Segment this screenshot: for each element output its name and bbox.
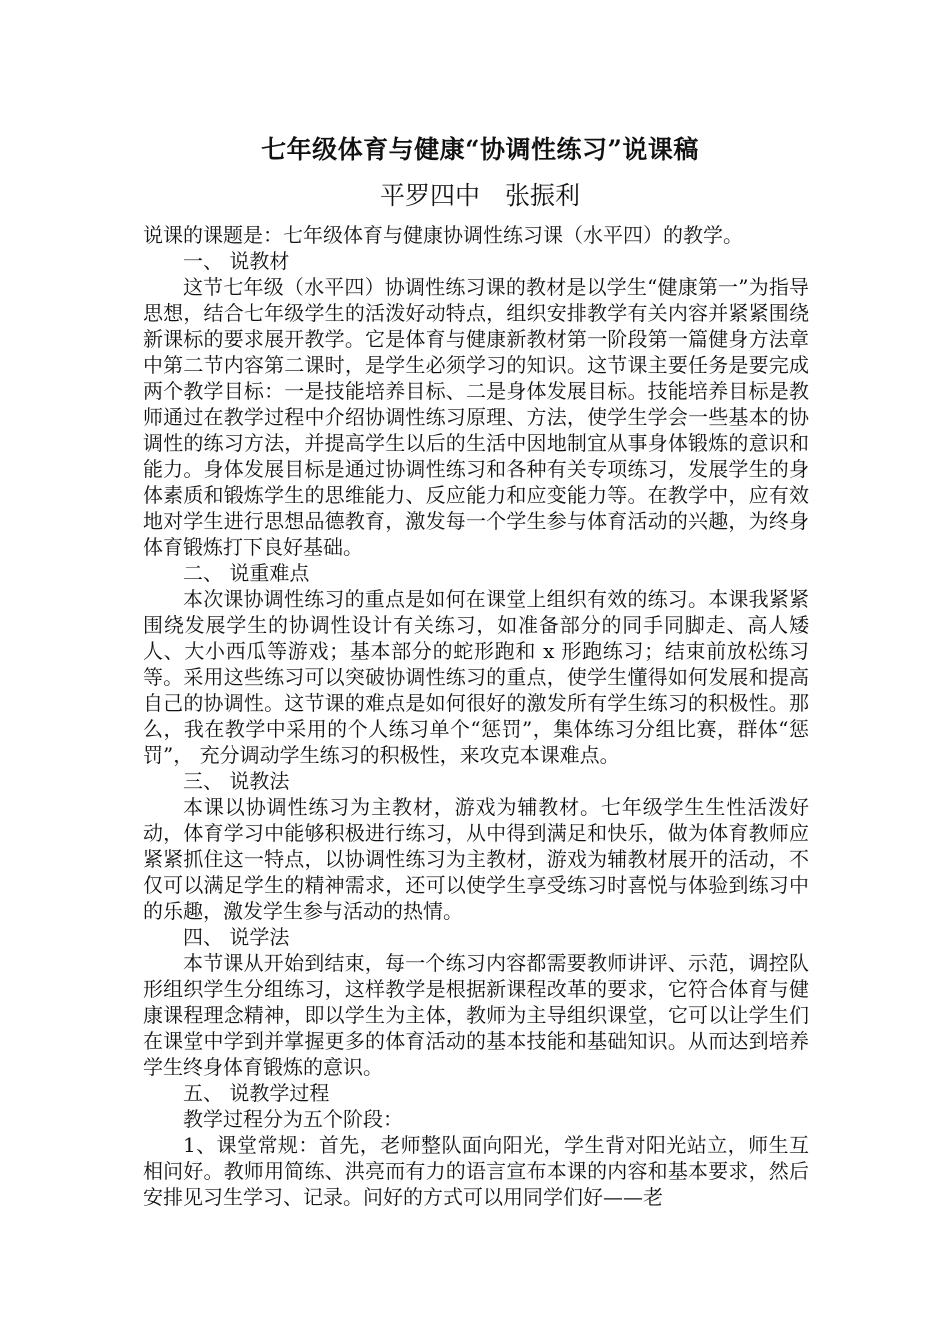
section-paragraph: 这节七年级（水平四）协调性练习课的教材是以学生“健康第一”为指导思想，结合七年级学生的活泼好动特点，组织安排教学有关内容并紧紧围绕新课标的要求展开教学。它是体育与健康新教材第一阶段第一篇健身方法章中第二节内容第二课时，是学生必须学习的知识。这节课主要任务是要完成两个教学目标：一是技能培养目标、二是身体发展目标。技能培养目标是教师通过在教学过程中介绍协调性练习原理、方法，使学生学会一些基本的协调性的练习方法，并提高学生以后的生活中因地制宜从事身体锻炼的意识和能力。身体发展目标是通过协调性练习和各种有关专项练习，发展学生的身体素质和锻炼学生的思维能力、反应能力和应变能力等。在教学中，应有效地对学生进行思想品德教育，激发每一个学生参与体育活动的兴趣，为终身体育锻炼打下良好基础。: [143, 275, 809, 559]
document-author: 平罗四中 张振利: [379, 181, 580, 210]
section-heading-key-points: 二、 说重难点: [183, 561, 310, 585]
section-paragraph: 本节课从开始到结束，每一个练习内容都需要教师讲评、示范，调控队形组织学生分组练习，这样教学是根据新课程改革的要求，它符合体育与健康课程理念精神，即以学生为主体，教师为主导组织课堂，它可以让学生们在课堂中学到并掌握更多的体育活动的基本技能和基础知识。从而达到培养学生终身体育锻炼的意识。: [143, 951, 809, 1079]
section-heading-teaching-method: 三、 说教法: [183, 769, 290, 793]
document-page: [143, 130, 809, 1210]
section-paragraph: 本课以协调性练习为主教材，游戏为辅教材。七年级学生生性活泼好动，体育学习中能够积极进行练习，从中得到满足和快乐，做为体育教师应紧紧抓住这一特点，以协调性练习为主教材，游戏为辅教材展开的活动，不仅可以满足学生的精神需求，还可以使学生享受练习时喜悦与体验到练习中的乐趣，激发学生参与活动的热情。: [143, 795, 809, 923]
section-paragraph: 1、课堂常规：首先，老师整队面向阳光，学生背对阳光站立，师生互相问好。教师用简练、洪亮而有力的语言宣布本课的内容和基本要求，然后安排见习生学习、记录。问好的方式可以用同学们好——老: [143, 1133, 809, 1209]
document-title: 七年级体育与健康“协调性练习”说课稿: [261, 135, 699, 164]
section-paragraph: 教学过程分为五个阶段：: [183, 1107, 403, 1131]
section-heading-teaching-process: 五、 说教学过程: [183, 1081, 330, 1105]
document-body: [143, 222, 809, 1210]
section-heading-textbook: 一、 说教材: [183, 249, 290, 273]
section-heading-learning-method: 四、 说学法: [183, 925, 290, 949]
section-paragraph: 本次课协调性练习的重点是如何在课堂上组织有效的练习。本课我紧紧围绕发展学生的协调性设计有关练习，如准备部分的同手同脚走、高人矮人、大小西瓜等游戏；基本部分的蛇形跑和 x 形跑练习；结束前放松练习等。采用这些练习可以突破协调性练习的重点，使学生懂得如何发展和提高自己的协调性。这节课的难点是如何很好的激发所有学生练习的积极性。那么，我在教学中采用的个人练习单个“惩罚”，集体练习分组比赛，群体“惩罚”， 充分调动学生练习的积极性，来攻克本课难点。: [143, 587, 809, 767]
intro-paragraph: 说课的课题是：七年级体育与健康协调性练习课（水平四）的教学。: [143, 223, 743, 247]
